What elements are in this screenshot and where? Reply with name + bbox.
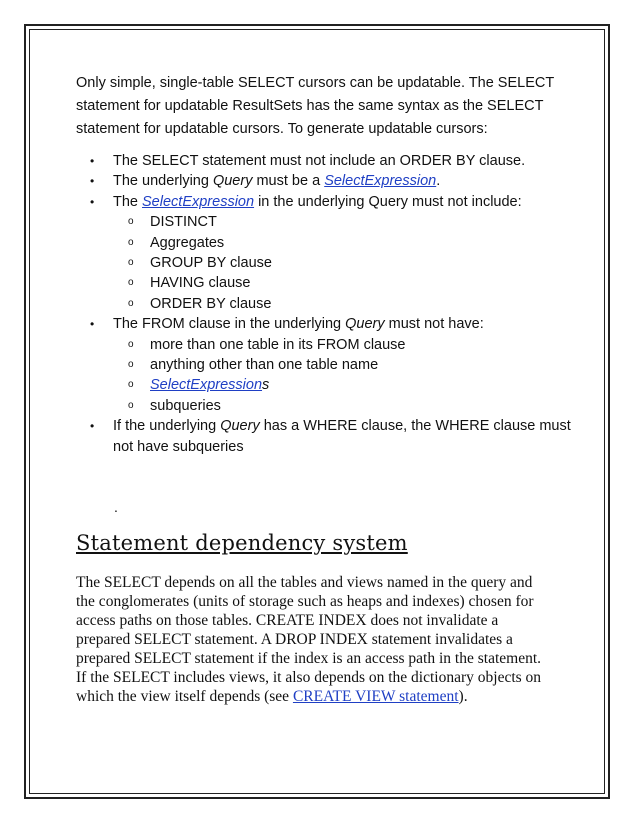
bullet-text: must be a [252, 173, 325, 190]
sublist [113, 335, 576, 417]
bullet-text: The [113, 193, 143, 210]
sub-list-item: o subqueries [113, 396, 576, 416]
list-item [76, 151, 576, 171]
stray-period: . [114, 499, 118, 516]
query-term: Query [345, 316, 385, 333]
sub-list-item [113, 375, 576, 395]
list-item [76, 171, 576, 191]
document-content [76, 72, 576, 706]
query-term: Query [220, 418, 260, 435]
sub-list-item: o more than one table in its FROM clause [113, 335, 576, 355]
bullet-text: The underlying [113, 173, 213, 190]
body-text: ). [458, 688, 468, 706]
plural-suffix: s [262, 377, 270, 394]
sub-list-item: o Aggregates [113, 233, 576, 253]
sub-list-item: o ORDER BY clause [113, 294, 576, 314]
sub-list-item: o HAVING clause [113, 273, 576, 293]
list-item [76, 314, 576, 416]
selectexpression-link[interactable]: SelectExpression [142, 193, 255, 210]
section-heading: Statement dependency system [76, 531, 408, 556]
query-term: Query [212, 173, 253, 190]
sublist [113, 212, 576, 314]
sub-list-item: o anything other than one table name [113, 355, 576, 375]
list-item [76, 416, 576, 457]
create-view-statement-link[interactable]: CREATE VIEW statement [292, 688, 459, 706]
intro-paragraph: Only simple, single-table SELECT cursors can be updatable. The SELECT statement for updatable ResultSets has the same syntax as the SELECT statement for updatable cursors. To generate updatable cursors: [76, 75, 554, 137]
bullet-text: must not have: [384, 316, 484, 333]
bullet-text: . [436, 173, 441, 190]
bullet-text: If the underlying [113, 418, 221, 435]
requirements-list [76, 151, 576, 457]
body-text: The SELECT depends on all the tables and views named in the query and the conglomerates (units of storage such as heaps and indexes) chosen for access paths on those tables. CREATE INDEX does not invalidate a prepared SELECT statement. A DROP INDEX statement invalidates a prepared SELECT statement if the index is an access path in the statement. If the SELECT includes views, it also depends on the dictionary objects on which the view itself depends (see [76, 574, 542, 706]
sub-list-item: o DISTINCT [113, 212, 576, 232]
selectexpression-link[interactable]: SelectExpression [324, 173, 437, 190]
bullet-text: The FROM clause in the underlying [113, 316, 346, 333]
bullet-text: has a WHERE clause, the WHERE clause must not have subqueries [113, 418, 571, 455]
bullet-text: in the underlying Query must not include: [254, 193, 522, 210]
sub-list-item: o GROUP BY clause [113, 253, 576, 273]
list-item [76, 192, 576, 314]
section-body [76, 573, 554, 706]
bullet-text: The SELECT statement must not include an ORDER BY clause. [113, 153, 526, 169]
selectexpression-link[interactable]: SelectExpression [150, 377, 263, 394]
